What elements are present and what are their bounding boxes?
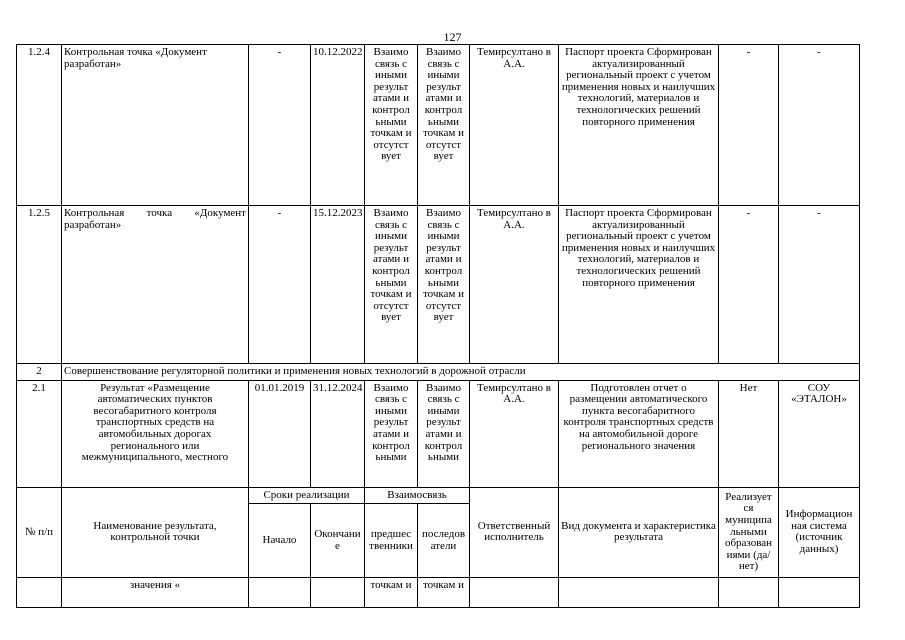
header-row xyxy=(17,487,860,504)
empty-cell xyxy=(311,578,365,608)
empty-cell xyxy=(470,578,559,608)
section-row xyxy=(17,364,860,381)
document-description: Паспорт проекта Сформирован актуализированный региональный проект с учетом применения новых и наилучших технологий, материалов и технологических решений повторного применения xyxy=(559,45,719,206)
start-date: - xyxy=(249,206,311,364)
information-system: - xyxy=(779,206,860,364)
predecessors: Взаимо связь с иными результ атами и контрол ьными xyxy=(365,380,418,487)
page-number: 127 xyxy=(443,30,462,44)
result-name: Результат «Размещение автоматических пунктов весогабаритного контроля транспортных средств на автомобильных дорогах регионального или межмуниципального, местного xyxy=(62,380,249,487)
header-end: Окончани е xyxy=(311,504,365,578)
responsible-person: Темирсултано в А.А. xyxy=(470,380,559,487)
result-name: Контрольная точка «Документ разработан» xyxy=(62,206,249,364)
header-terms: Сроки реализации xyxy=(249,487,365,504)
end-date: 31.12.2024 xyxy=(311,380,365,487)
continuation-row xyxy=(17,578,860,608)
successors: Взаимо связь с иными результ атами и контрол ьными xyxy=(418,380,470,487)
empty-cell xyxy=(559,578,719,608)
responsible-person: Темирсултано в А.А. xyxy=(470,45,559,206)
header-name: Наименование результата, контрольной точки xyxy=(62,487,249,578)
end-date: 15.12.2023 xyxy=(311,206,365,364)
predecessors: Взаимо связь с иными результ атами и контрол ьными точкам и отсутст вует xyxy=(365,45,418,206)
header-predecessors: предшес твенники xyxy=(365,504,418,578)
start-date: - xyxy=(249,45,311,206)
results-table xyxy=(16,44,860,608)
section-number: 2 xyxy=(17,364,62,381)
information-system: - xyxy=(779,45,860,206)
successors-continued: точкам и xyxy=(418,578,470,608)
responsible-person: Темирсултано в А.А. xyxy=(470,206,559,364)
empty-cell xyxy=(249,578,311,608)
realized-by-municipality: - xyxy=(719,45,779,206)
header-realized: Реализует ся муниципа льными образован иями (да/нет) xyxy=(719,487,779,578)
information-system: СОУ «ЭТАЛОН» xyxy=(779,380,860,487)
empty-cell xyxy=(779,578,860,608)
empty-cell xyxy=(719,578,779,608)
predecessors: Взаимо связь с иными результ атами и контрол ьными точкам и отсутст вует xyxy=(365,206,418,364)
end-date: 10.12.2022 xyxy=(311,45,365,206)
header-document: Вид документа и характеристика результата xyxy=(559,487,719,578)
row-number: 1.2.5 xyxy=(17,206,62,364)
section-title: Совершенствование регуляторной политики и применения новых технологий в дорожной отрасли xyxy=(62,364,860,381)
header-responsible: Ответственный исполнитель xyxy=(470,487,559,578)
start-date: 01.01.2019 xyxy=(249,380,311,487)
successors: Взаимо связь с иными результ атами и контрол ьными точкам и отсутст вует xyxy=(418,206,470,364)
predecessors-continued: точкам и xyxy=(365,578,418,608)
document-description: Паспорт проекта Сформирован актуализированный региональный проект с учетом применения новых и наилучших технологий, материалов и технологических решений повторного применения xyxy=(559,206,719,364)
result-name-continued: значения « xyxy=(62,578,249,608)
header-number: № п/п xyxy=(17,487,62,578)
empty-cell xyxy=(17,578,62,608)
header-relation: Взаимосвязь xyxy=(365,487,470,504)
header-successors: последов атели xyxy=(418,504,470,578)
header-info-system: Информацион ная система (источник данных) xyxy=(779,487,860,578)
table-row xyxy=(17,380,860,487)
row-number: 1.2.4 xyxy=(17,45,62,206)
realized-by-municipality: - xyxy=(719,206,779,364)
realized-by-municipality: Нет xyxy=(719,380,779,487)
result-name: Контрольная точка «Документ разработан» xyxy=(62,45,249,206)
header-start: Начало xyxy=(249,504,311,578)
successors: Взаимо связь с иными результ атами и контрол ьными точкам и отсутст вует xyxy=(418,45,470,206)
document-description: Подготовлен отчет о размещении автоматического пункта весогабаритного контроля транспортных средств на автомобильной дороге регионального значения xyxy=(559,380,719,487)
row-number: 2.1 xyxy=(17,380,62,487)
table-row xyxy=(17,206,860,364)
table-row xyxy=(17,45,860,206)
